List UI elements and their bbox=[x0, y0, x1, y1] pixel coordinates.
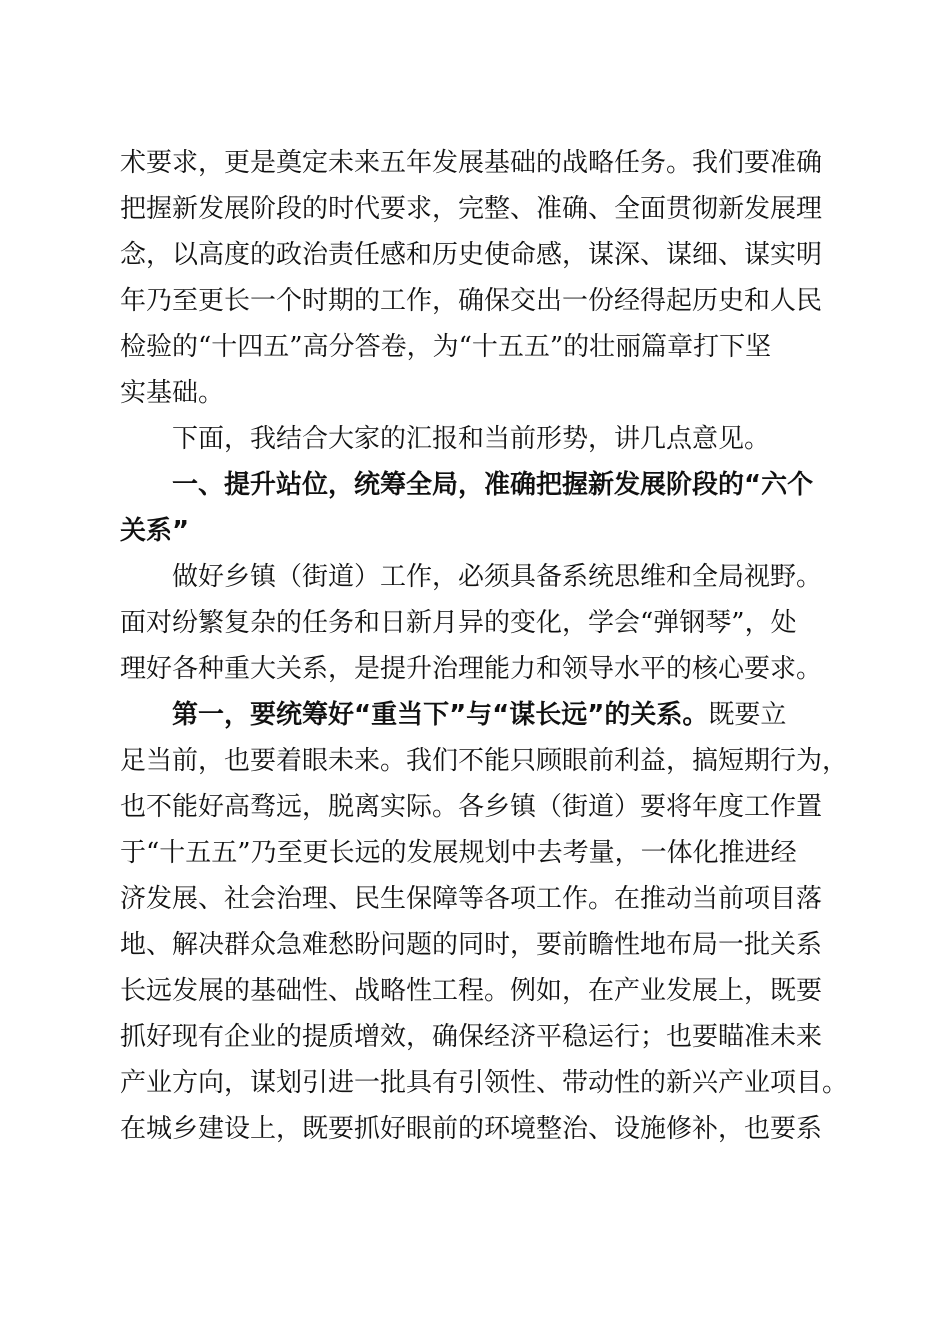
paragraph-line bbox=[120, 692, 840, 738]
paragraph-line: 把握新发展阶段的时代要求，完整、准确、全面贯彻新发展理 bbox=[120, 194, 823, 224]
paragraph-line: 下面，我结合大家的汇报和当前形势，讲几点意见。 bbox=[172, 424, 771, 454]
paragraph-line: 地、解决群众急难愁盼问题的同时，要前瞻性地布局一批关系 bbox=[120, 930, 823, 960]
paragraph-line: 足当前，也要着眼未来。我们不能只顾眼前利益，搞短期行为， bbox=[120, 746, 849, 776]
subsection-lead: 第一，要统筹好“重当下”与“谋长远”的关系。 bbox=[172, 700, 709, 730]
section-heading: 一、提升站位，统筹全局，准确把握新发展阶段的“六个 bbox=[172, 470, 814, 500]
paragraph-line: 实基础。 bbox=[120, 378, 225, 408]
paragraph-line: 面对纷繁复杂的任务和日新月异的变化，学会“弹钢琴”，处 bbox=[120, 608, 797, 638]
document-body bbox=[120, 140, 849, 1152]
paragraph-line: 念，以高度的政治责任感和历史使命感，谋深、谋细、谋实明 bbox=[120, 240, 823, 270]
paragraph-line: 在城乡建设上，既要抓好眼前的环境整治、设施修补，也要系 bbox=[120, 1114, 823, 1144]
paragraph-line: 抓好现有企业的提质增效，确保经济平稳运行；也要瞄准未来 bbox=[120, 1022, 823, 1052]
paragraph-line: 也不能好高骛远，脱离实际。各乡镇（街道）要将年度工作置 bbox=[120, 792, 823, 822]
paragraph-line: 长远发展的基础性、战略性工程。例如，在产业发展上，既要 bbox=[120, 976, 823, 1006]
paragraph-line: 理好各种重大关系，是提升治理能力和领导水平的核心要求。 bbox=[120, 654, 823, 684]
paragraph-line: 检验的“十四五”高分答卷，为“十五五”的壮丽篇章打下坚 bbox=[120, 332, 772, 362]
paragraph-line: 年乃至更长一个时期的工作，确保交出一份经得起历史和人民 bbox=[120, 286, 823, 316]
paragraph-line: 术要求，更是奠定未来五年发展基础的战略任务。我们要准确 bbox=[120, 148, 823, 178]
paragraph-line: 于“十五五”乃至更长远的发展规划中去考量，一体化推进经 bbox=[120, 838, 797, 868]
paragraph-line: 济发展、社会治理、民生保障等各项工作。在推动当前项目落 bbox=[120, 884, 823, 914]
paragraph-text: 既要立 bbox=[708, 700, 787, 730]
paragraph-line: 做好乡镇（街道）工作，必须具备系统思维和全局视野。 bbox=[172, 562, 823, 592]
section-heading-continued: 关系” bbox=[120, 516, 190, 546]
paragraph-line: 产业方向，谋划引进一批具有引领性、带动性的新兴产业项目。 bbox=[120, 1068, 849, 1098]
